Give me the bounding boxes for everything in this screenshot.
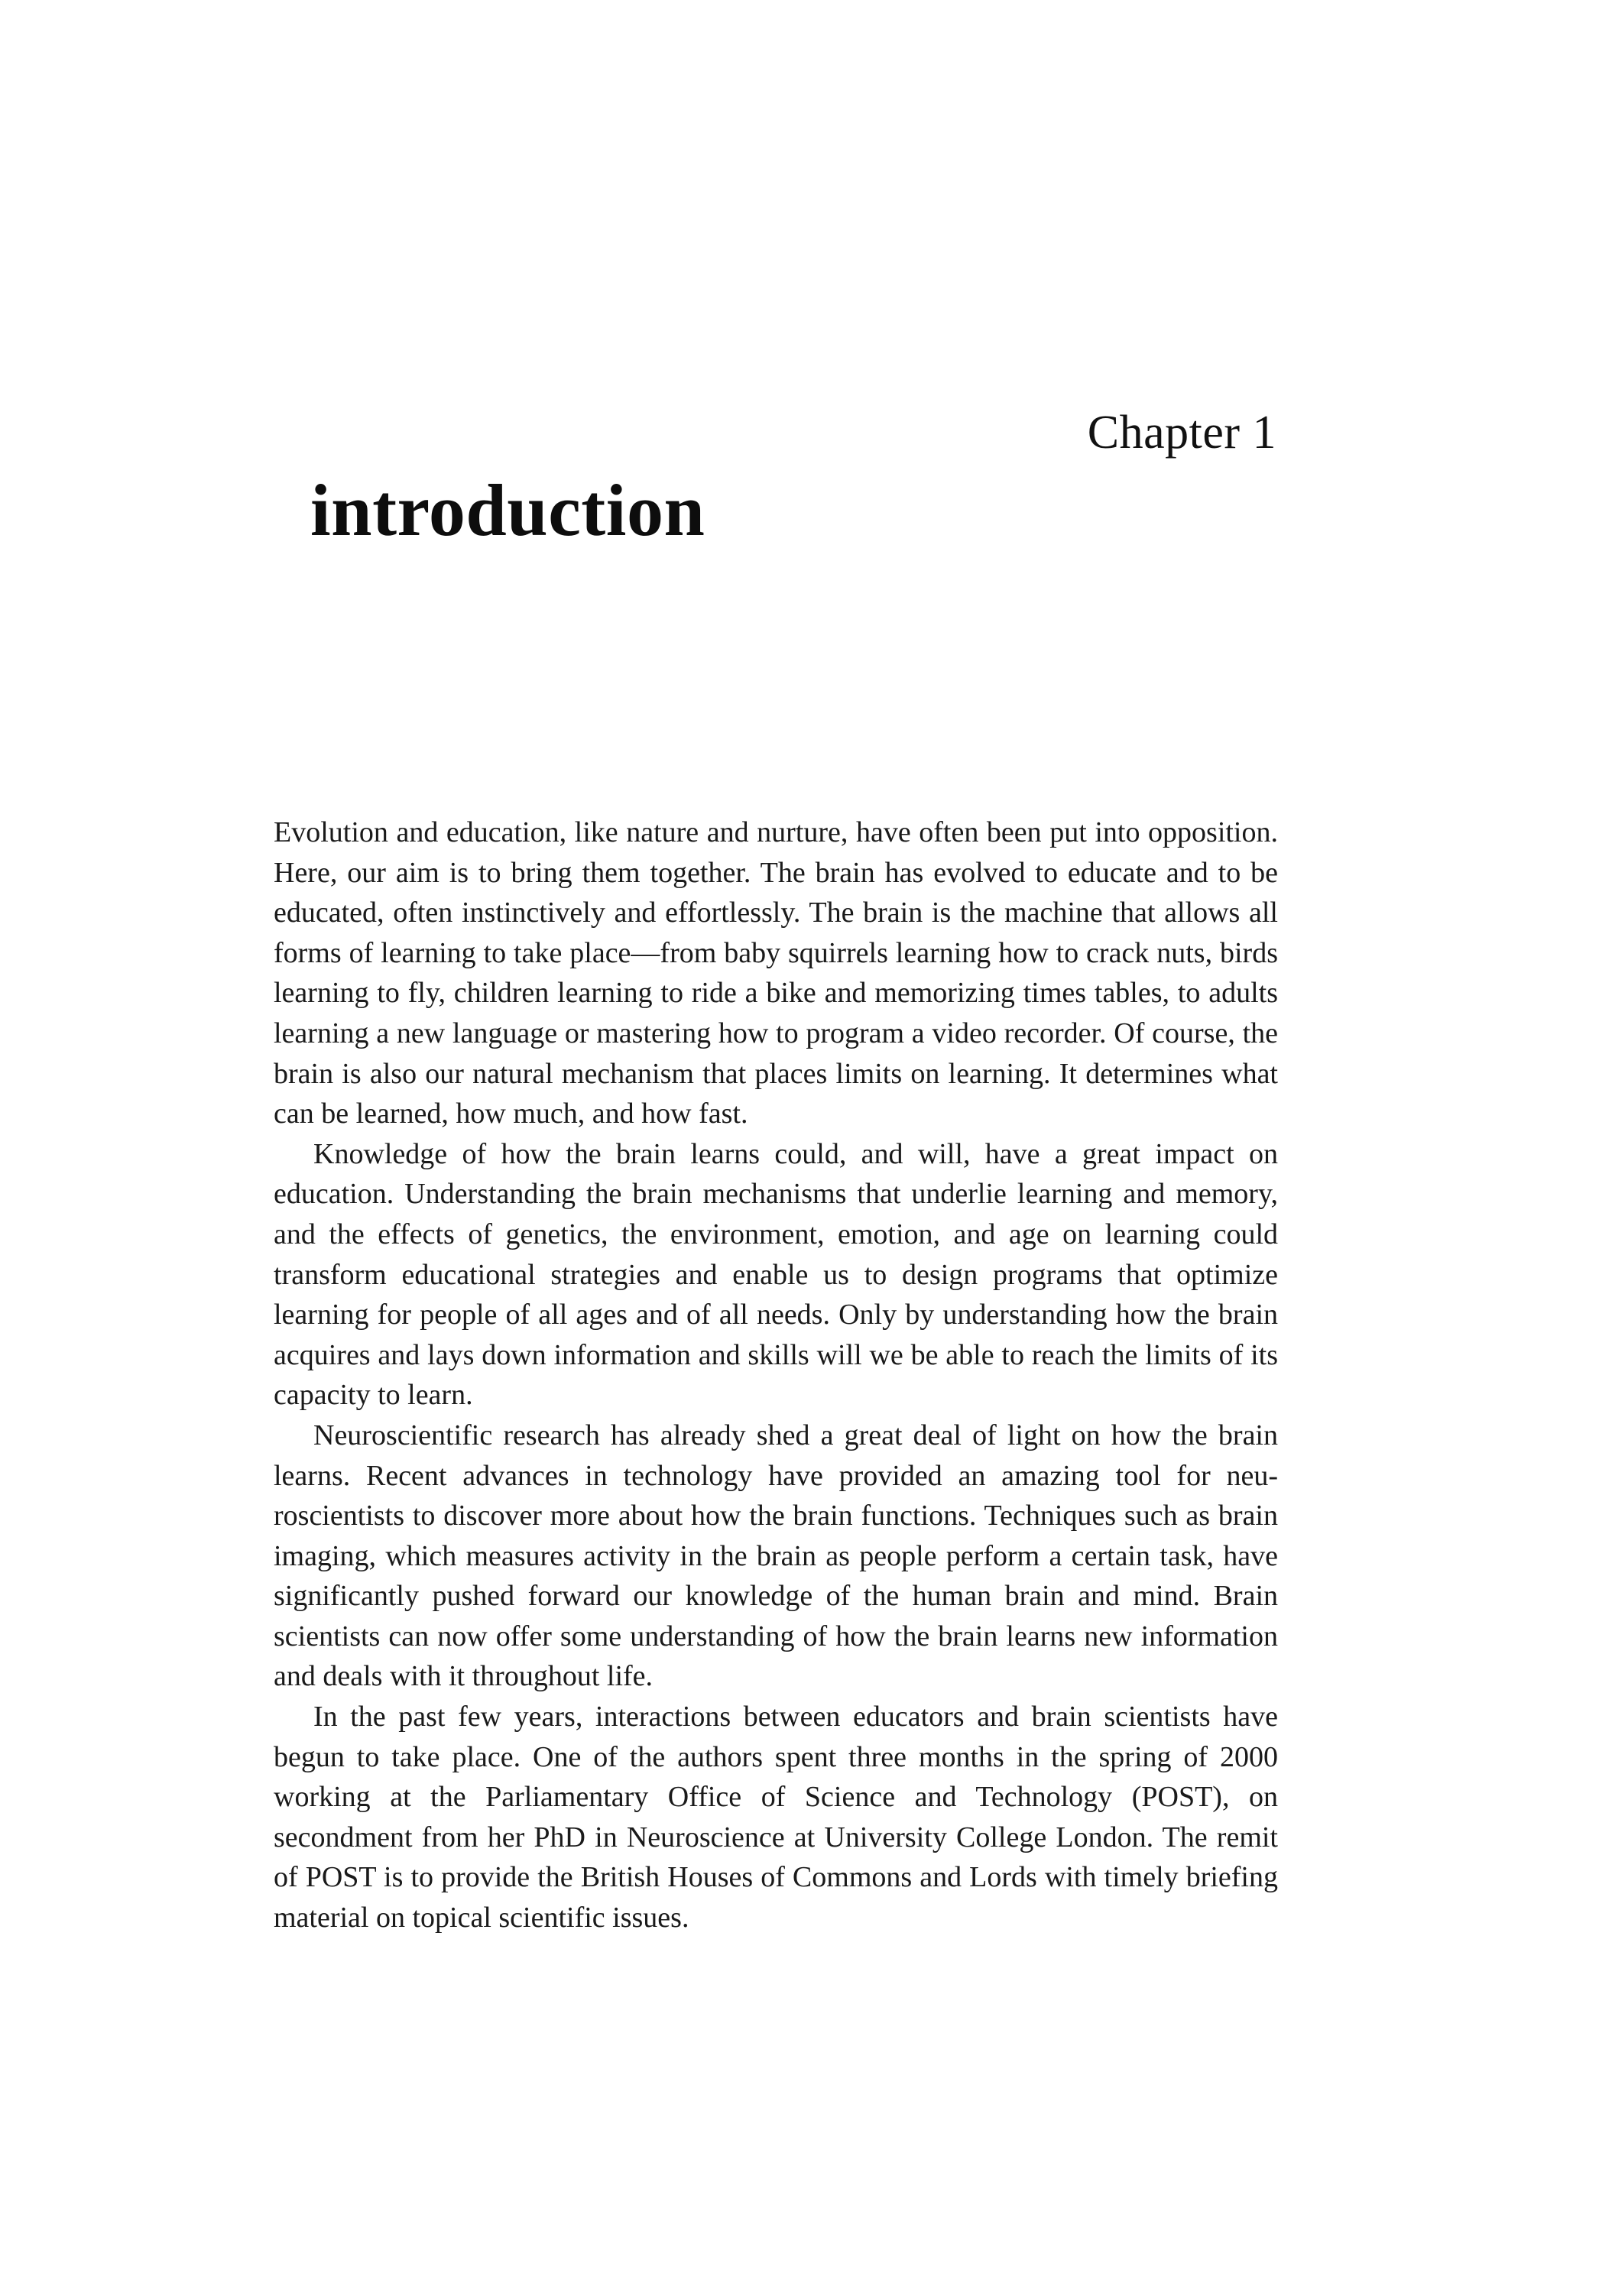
chapter-number: Chapter 1	[1087, 407, 1276, 459]
paragraph-2: Knowledge of how the brain learns could, and will, have a great impact on education. Understanding the brain mechanisms that underlie learning and memory, and the effects of genetics, the environment, emotion, and age on learning could transform educational strategies and enable us to design programs that optimize learning for people of all ages and of all needs. Only by understanding how the brain acquires and lays down information and skills will we be able to reach the limits of its capacity to learn.	[274, 1137, 1278, 1412]
paragraph-3: Neuroscientific research has already shed a great deal of light on how the brain learns. Recent advances in technology have provided an amazing tool for neuroscientists to discover more about how the brain functions. Techniques such as brain imaging, which measures activity in the brain as people perform a certain task, have significantly pushed forward our knowledge of the human brain and mind. Brain scientists can now offer some understanding of how the brain learns new information and deals with it throughout life.	[274, 1419, 1278, 1693]
paragraph-1: Evolution and education, like nature and nurture, have often been put into opposition. Here, our aim is to bring them together. The brain has evolved to educate and to be educated, often instinctively and effortlessly. The brain is the machine that allows all forms of learning to take place—from baby squirrels learning how to crack nuts, birds learning to fly, children learning to ride a bike and memorizing times tables, to adults learning a new language or mastering how to program a video recorder. Of course, the brain is also our natural mechanism that places limits on learning. It determines what can be learned, how much, and how fast.	[274, 816, 1278, 1130]
chapter-title: introduction	[310, 469, 705, 551]
chapter-body	[274, 812, 1278, 1938]
paragraph-4: In the past few years, interactions between educators and brain scientists have begun to take place. One of the authors spent three months in the spring of 2000 working at the Parliamentary Office of Science and Technology (POST), on secondment from her PhD in Neuroscience at University College London. The remit of POST is to provide the British Houses of Commons and Lords with timely briefing material on topical scientific issues.	[274, 1701, 1278, 1934]
